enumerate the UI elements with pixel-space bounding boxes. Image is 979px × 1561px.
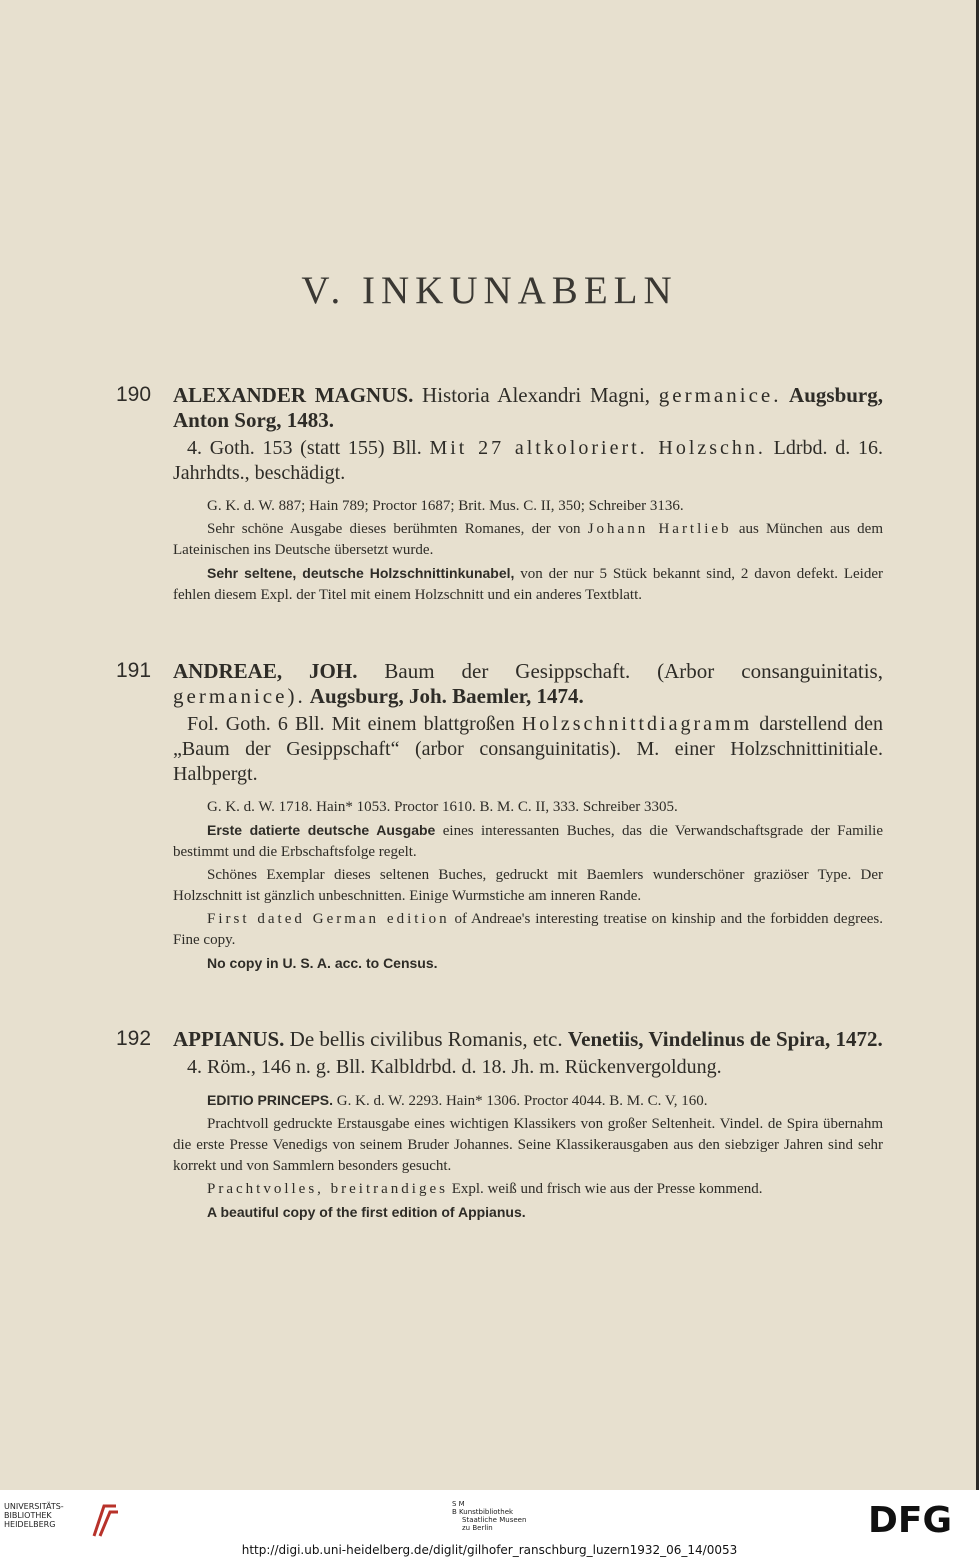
entry-note	[173, 909, 883, 951]
entry-note	[173, 496, 883, 517]
text-run: germanice).	[173, 684, 306, 708]
entry-number: 190	[116, 383, 152, 406]
entry-note	[173, 1179, 883, 1200]
text-run: of Andreae's interesting treatise on kinship and the forbidden degrees. Fine copy.	[173, 911, 883, 948]
text-run: Prachtvolles, breitrandiges	[207, 1181, 448, 1197]
text-run: Sehr schöne Ausgabe dieses berühmten Romanes, der von	[207, 521, 588, 537]
text-run: Ldrbd. d. 16. Jahrhdts., beschädigt.	[173, 437, 883, 484]
text-run: First dated German edition	[207, 911, 450, 927]
text-run: Schönes Exemplar dieses seltenen Buches, gedruckt mit Baemlers wunderschöner graziöser Type. Der Holzschnitt ist gänzlich unbeschnitten. Einige Wurmstiche am inneren Rande.	[173, 867, 883, 904]
entry-heading	[173, 1027, 883, 1052]
entry-collation	[173, 712, 883, 787]
entry-note	[173, 865, 883, 907]
text-run: Augsburg, Joh. Baemler, 1474.	[305, 684, 584, 708]
text-run: 4. Goth. 153 (statt 155) Bll.	[187, 437, 430, 459]
text-run: G. K. d. W. 1718. Hain* 1053. Proctor 1610. B. M. C. II, 333. Schreiber 3305.	[207, 799, 678, 815]
text-run: von der nur 5 Stück bekannt sind, 2 davon defekt. Leider fehlen diesem Expl. der Titel mit einem Holzschnitt und ein anderes Textblatt.	[173, 566, 883, 603]
text-run: G. K. d. W. 887; Hain 789; Proctor 1687; Brit. Mus. C. II, 350; Schreiber 3136.	[207, 498, 684, 514]
text-run: Mit 27 altkoloriert. Holzschn.	[429, 437, 766, 459]
text-run: aus München aus dem Lateinischen ins Deutsche übersetzt wurde.	[173, 521, 883, 558]
entry-note	[173, 953, 883, 975]
university-name: UNIVERSITÄTS- BIBLIOTHEK HEIDELBERG	[4, 1502, 64, 1529]
text-run: Historia Alexandri Magni,	[413, 383, 659, 407]
entry-note	[173, 1114, 883, 1177]
text-run: eines interessanten Buches, das die Verwandschaftsgrade der Familie bestimmt und die Erbschaftsfolge regelt.	[173, 823, 883, 860]
entry-note	[173, 1090, 883, 1112]
catalog-entry-190	[116, 383, 883, 606]
text-run: ANDREAE, JOH.	[173, 659, 358, 683]
kunstbibliothek-logo: S M B Kunstbibliothek Staatliche Museen zu Berlin	[452, 1500, 527, 1532]
entry-heading	[173, 383, 883, 433]
text-run: APPIANUS.	[173, 1027, 285, 1051]
text-run: Holzschnittdiagramm	[521, 713, 753, 735]
text-run: No copy in U. S. A. acc. to Census.	[207, 955, 438, 971]
catalog-entry-191	[116, 659, 883, 975]
entry-collation	[173, 436, 883, 486]
text-run: Fol. Goth. 6 Bll. Mit einem blattgroßen	[187, 713, 522, 735]
entry-note	[173, 519, 883, 561]
text-run: Johann Hartlieb	[587, 521, 732, 537]
dfg-logo-text: DFG	[868, 1502, 953, 1536]
text-run: EDITIO PRINCEPS.	[207, 1092, 334, 1108]
text-run: germanice.	[658, 383, 782, 407]
entry-heading	[173, 659, 883, 709]
text-run: Augsburg, Anton Sorg, 1483.	[173, 383, 883, 432]
page-url[interactable]: http://digi.ub.uni-heidelberg.de/diglit/gilhofer_ranschburg_luzern1932_06_14/0053	[241, 1543, 738, 1557]
entry-note	[173, 797, 883, 818]
dfg-logo[interactable]	[868, 1502, 968, 1536]
text-run: De bellis civilibus Romanis, etc.	[284, 1027, 568, 1051]
text-run: Baum der Gesippschaft. (Arbor consanguinitatis,	[357, 659, 883, 683]
text-run: 4. Röm., 146 n. g. Bll. Kalbldrbd. d. 18. Jh. m. Rückenvergoldung.	[187, 1056, 722, 1078]
entry-note	[173, 1202, 883, 1224]
section-title: V. INKUNABELN	[301, 269, 678, 312]
entry-collation	[173, 1055, 883, 1080]
entry-note	[173, 820, 883, 863]
text-run: G. K. d. W. 2293. Hain* 1306. Proctor 4044. B. M. C. V, 160.	[333, 1093, 708, 1109]
viewer-footer	[0, 1490, 979, 1561]
text-run: Sehr seltene, deutsche Holzschnittinkunabel,	[207, 565, 515, 581]
entry-note	[173, 563, 883, 606]
university-emblem-icon	[90, 1502, 120, 1540]
text-run: A beautiful copy of the first edition of Appianus.	[207, 1204, 526, 1220]
text-run: Expl. weiß und frisch wie aus der Presse kommend.	[447, 1181, 763, 1197]
catalog-entry-192	[116, 1027, 883, 1224]
text-run: Erste datierte deutsche Ausgabe	[207, 822, 436, 838]
university-library-logo[interactable]	[4, 1502, 124, 1542]
text-run: Prachtvoll gedruckte Erstausgabe eines wichtigen Klassikers von großer Seltenheit. Vindel. de Spira übernahm die erste Presse Venedigs von seinem Bruder Johannes. Seine Klassikerausgaben aus den siebziger Jahren sind sehr korrekt und von Sammlern besonders gesucht.	[173, 1116, 883, 1174]
text-run: Venetiis, Vindelinus de Spira, 1472.	[567, 1027, 883, 1051]
entry-number: 192	[116, 1027, 152, 1050]
entry-number: 191	[116, 659, 152, 682]
text-run: darstellend den „Baum der Gesippschaft“ (arbor consanguinitatis). M. einer Holzschnittinitiale. Halbpergt.	[173, 713, 884, 785]
text-run: ALEXANDER MAGNUS.	[173, 383, 414, 407]
